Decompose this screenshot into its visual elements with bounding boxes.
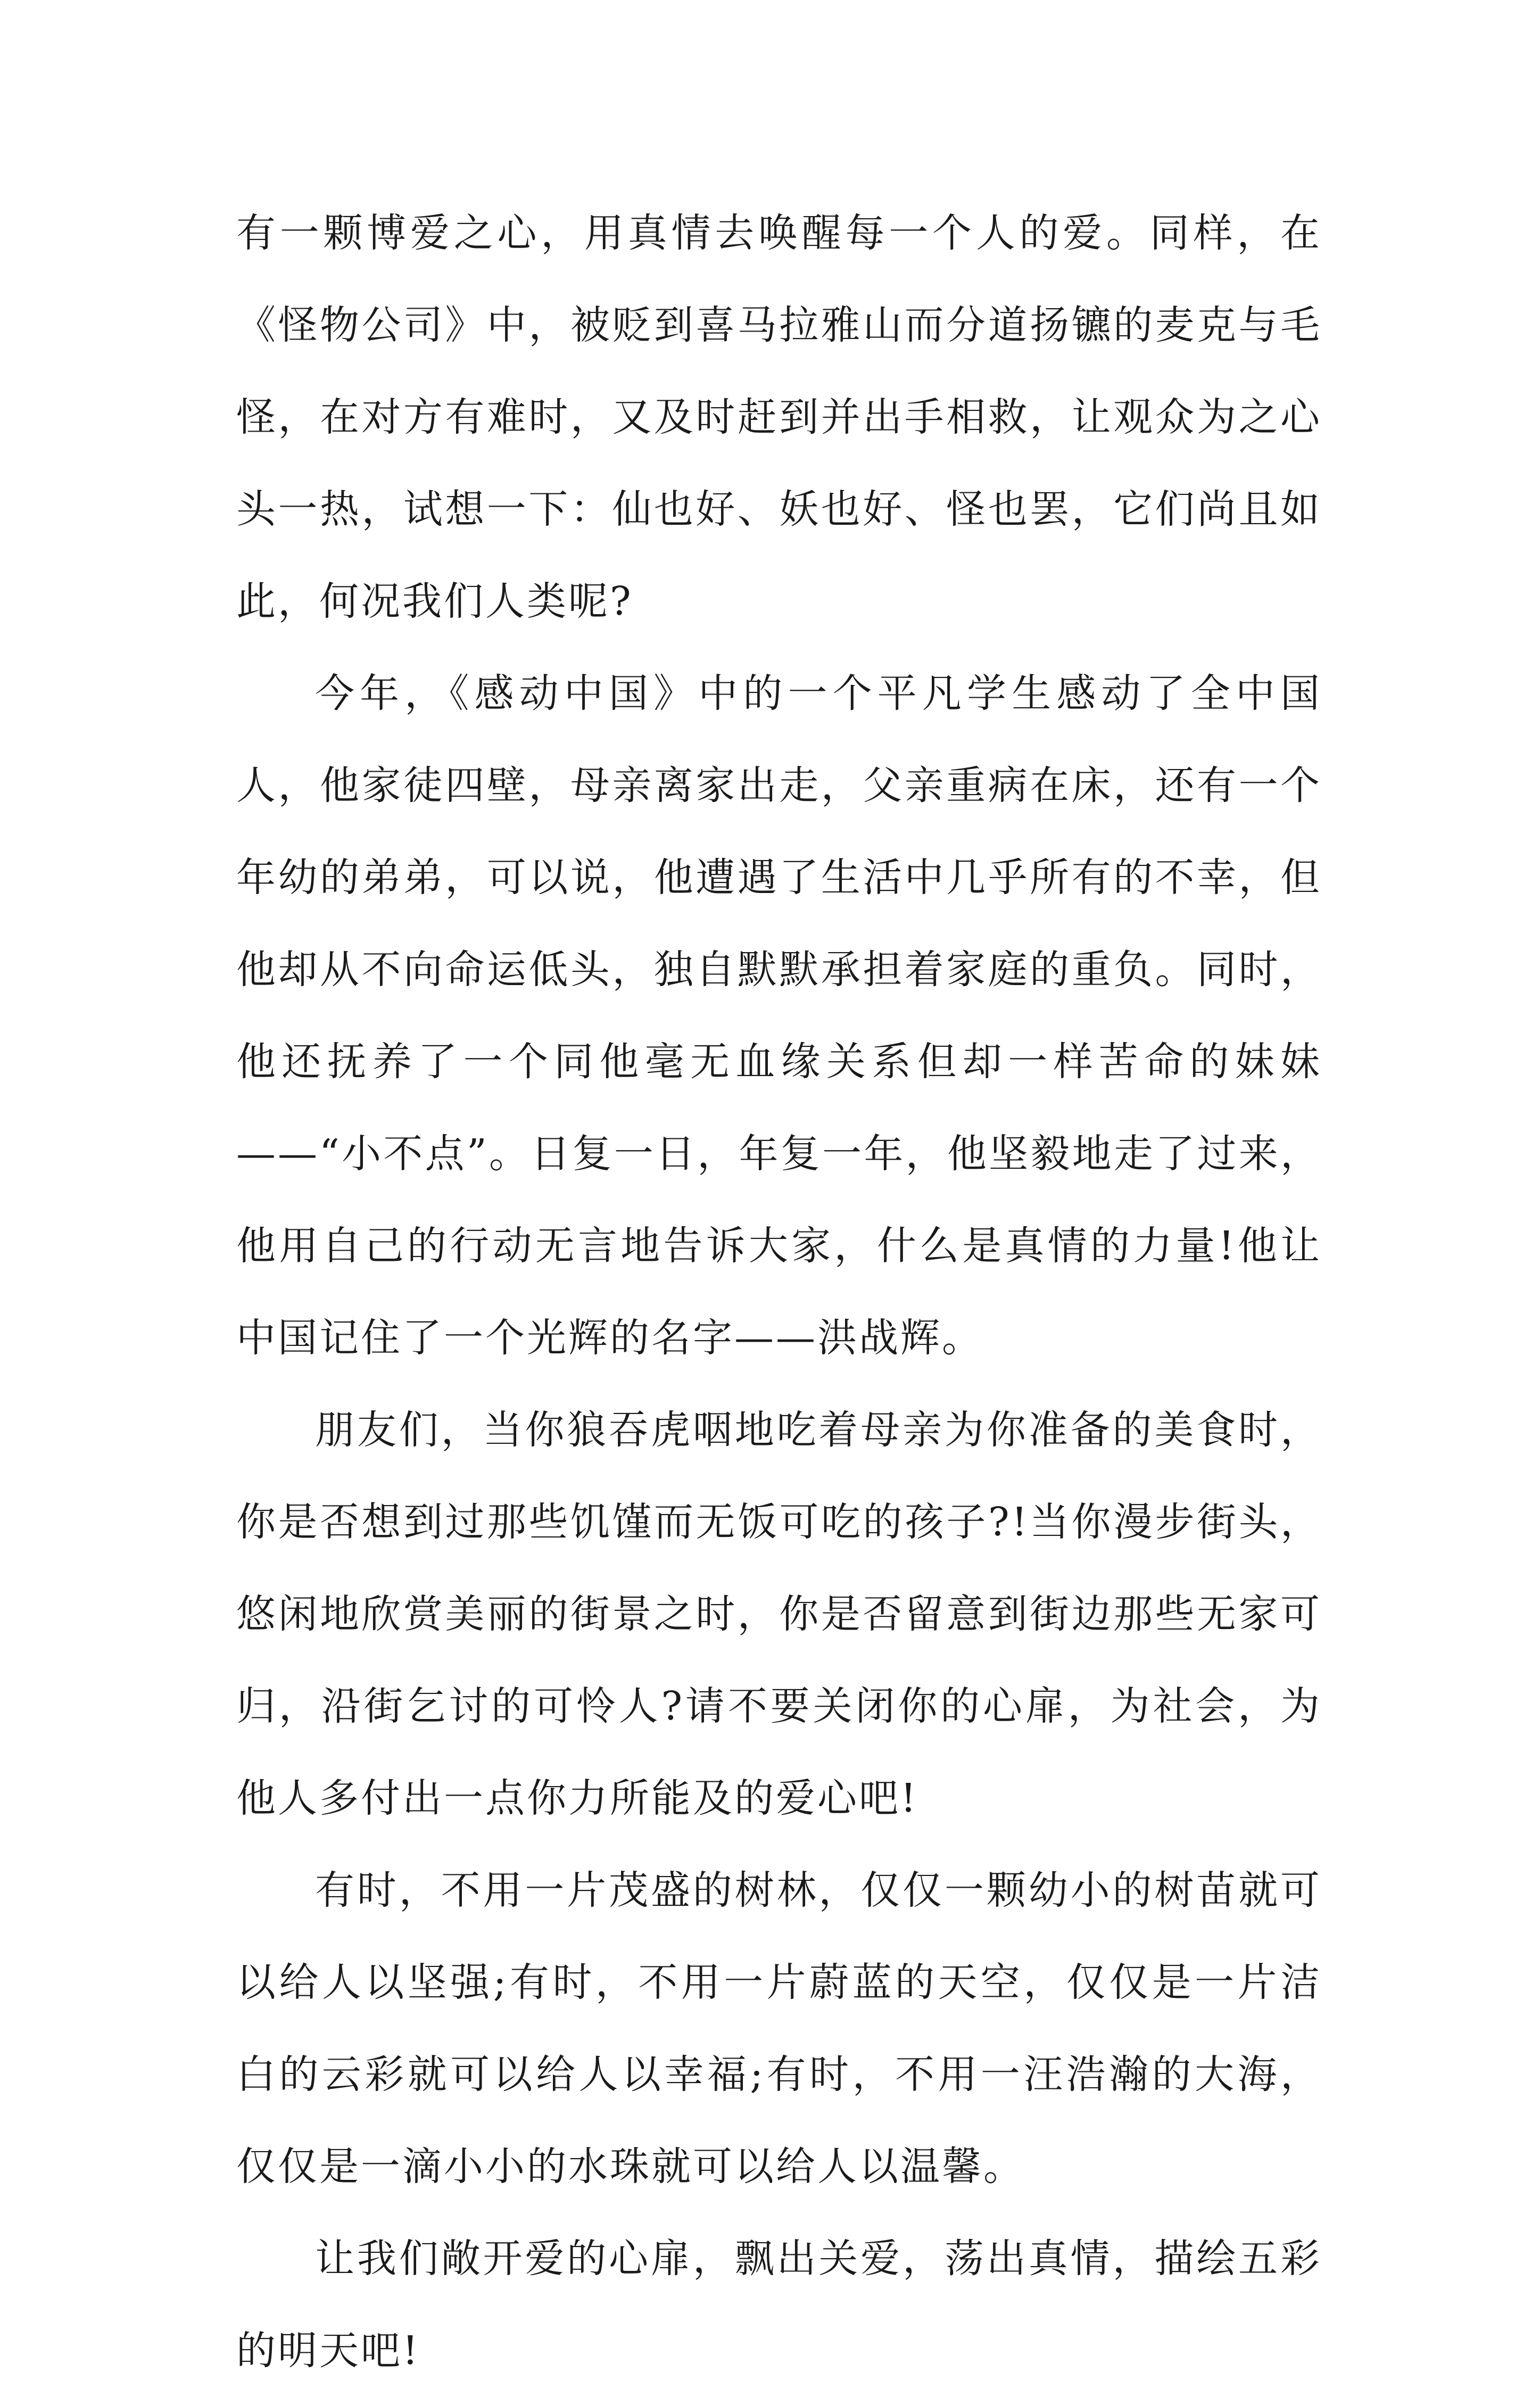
paragraph-2: 今年，《感动中国》中的一个平凡学生感动了全中国人，他家徒四壁，母亲离家出走，父亲重病在床，还有一个年幼的弟弟，可以说，他遭遇了生活中几乎所有的不幸，但他却从不向命运低头，独自默默承担着家庭的重负。同时，他还抚养了一个同他毫无血缘关系但却一样苦命的妹妹——“小不点”。日复一日，年复一年，他坚毅地走了过来，他用自己的行动无言地告诉大家，什么是真情的力量!他让中国记住了一个光辉的名字——洪战辉。	[236, 671, 1322, 1361]
document-body	[236, 187, 1322, 2397]
paragraph-5: 让我们敞开爱的心扉，飘出关爱，荡出真情，描绘五彩的明天吧!	[236, 2236, 1322, 2374]
paragraph-3: 朋友们，当你狼吞虎咽地吃着母亲为你准备的美食时，你是否想到过那些饥馑而无饭可吃的孩子?!当你漫步街头，悠闲地欣赏美丽的街景之时，你是否留意到街边那些无家可归，沿街乞讨的可怜人?请不要关闭你的心扉，为社会，为他人多付出一点你力所能及的爱心吧!	[236, 1407, 1322, 1821]
paragraph-1: 有一颗博爱之心，用真情去唤醒每一个人的爱。同样，在《怪物公司》中，被贬到喜马拉雅山而分道扬镳的麦克与毛怪，在对方有难时，又及时赶到并出手相救，让观众为之心头一热，试想一下：仙也好、妖也好、怪也罢，它们尚且如此，何况我们人类呢?	[236, 210, 1322, 624]
paragraph-4: 有时，不用一片茂盛的树林，仅仅一颗幼小的树苗就可以给人以坚强;有时，不用一片蔚蓝的天空，仅仅是一片洁白的云彩就可以给人以幸福;有时，不用一汪浩瀚的大海，仅仅是一滴小小的水珠就可以给人以温馨。	[236, 1867, 1322, 2189]
